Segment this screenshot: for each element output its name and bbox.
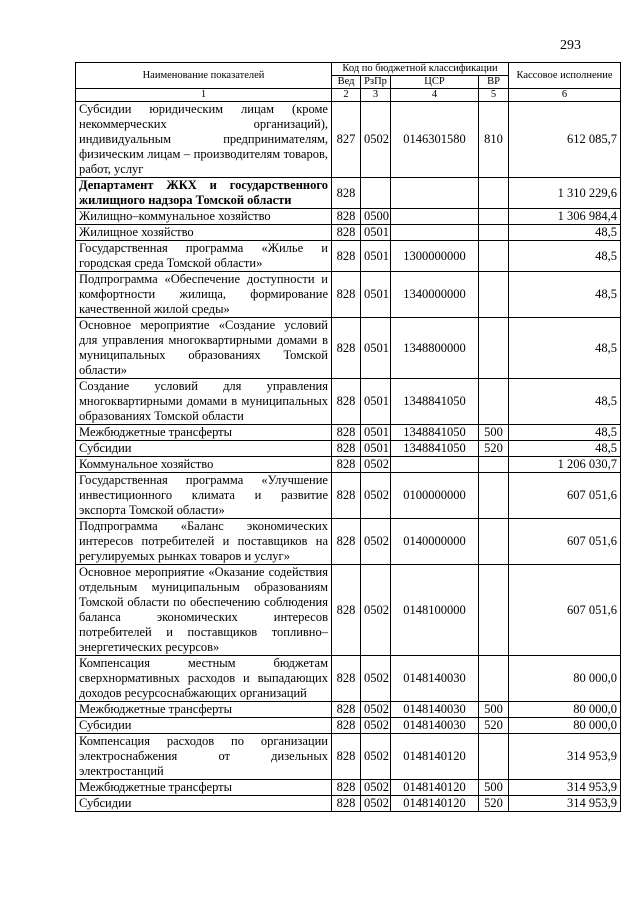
row-vr: [479, 241, 509, 272]
table-row: [76, 178, 621, 209]
row-csr: 1300000000: [391, 241, 479, 272]
table-row: [76, 457, 621, 473]
header-ved: Вед: [332, 76, 361, 89]
row-csr: 0148140120: [391, 796, 479, 812]
row-vr: 500: [479, 425, 509, 441]
row-name: Государственная программа «Жилье и городская среда Томской области»: [76, 241, 332, 272]
row-amount: 607 051,6: [509, 519, 621, 565]
row-ved: 828: [332, 796, 361, 812]
row-vr: [479, 272, 509, 318]
row-rzpr: 0502: [361, 519, 391, 565]
row-csr: 0148100000: [391, 565, 479, 656]
row-rzpr: 0500: [361, 209, 391, 225]
row-ved: 828: [332, 565, 361, 656]
row-ved: 828: [332, 656, 361, 702]
row-amount: 48,5: [509, 318, 621, 379]
row-csr: 0148140030: [391, 718, 479, 734]
row-csr: [391, 178, 479, 209]
row-amount: 607 051,6: [509, 473, 621, 519]
table-row: [76, 734, 621, 780]
row-csr: 0100000000: [391, 473, 479, 519]
row-ved: 828: [332, 473, 361, 519]
row-amount: 80 000,0: [509, 702, 621, 718]
row-csr: 1340000000: [391, 272, 479, 318]
row-name: Жилищное хозяйство: [76, 225, 332, 241]
column-number: 6: [509, 89, 621, 102]
budget-table: [75, 62, 621, 812]
row-amount: 314 953,9: [509, 796, 621, 812]
row-csr: 1348841050: [391, 379, 479, 425]
row-ved: 828: [332, 272, 361, 318]
row-rzpr: 0501: [361, 225, 391, 241]
row-amount: 48,5: [509, 272, 621, 318]
row-csr: [391, 209, 479, 225]
table-row: [76, 519, 621, 565]
row-vr: [479, 473, 509, 519]
row-name: Межбюджетные трансферты: [76, 780, 332, 796]
column-number: 4: [391, 89, 479, 102]
table-row: [76, 473, 621, 519]
table-row: [76, 565, 621, 656]
column-number: 3: [361, 89, 391, 102]
row-csr: 1348800000: [391, 318, 479, 379]
row-ved: 827: [332, 102, 361, 178]
row-rzpr: 0502: [361, 457, 391, 473]
row-rzpr: 0501: [361, 379, 391, 425]
row-rzpr: 0502: [361, 102, 391, 178]
row-ved: 828: [332, 178, 361, 209]
row-rzpr: 0502: [361, 702, 391, 718]
table-row: [76, 272, 621, 318]
row-amount: 607 051,6: [509, 565, 621, 656]
row-csr: 0146301580: [391, 102, 479, 178]
row-ved: 828: [332, 379, 361, 425]
row-vr: [479, 379, 509, 425]
row-name: Субсидии: [76, 796, 332, 812]
row-amount: 48,5: [509, 225, 621, 241]
row-amount: 80 000,0: [509, 656, 621, 702]
table-row: [76, 425, 621, 441]
row-ved: 828: [332, 457, 361, 473]
row-rzpr: 0501: [361, 272, 391, 318]
row-name: Компенсация местным бюджетам сверхнормативных расходов и выпадающих доходов ресурсоснабжающих организаций: [76, 656, 332, 702]
row-vr: [479, 457, 509, 473]
row-name: Субсидии: [76, 718, 332, 734]
row-csr: 1348841050: [391, 425, 479, 441]
row-amount: 1 306 984,4: [509, 209, 621, 225]
row-name: Компенсация расходов по организации электроснабжения от дизельных электростанций: [76, 734, 332, 780]
row-name: Субсидии юридическим лицам (кроме некоммерческих организаций), индивидуальным предпринимателям, физическим лицам – производителям товаров, работ, услуг: [76, 102, 332, 178]
row-vr: [479, 519, 509, 565]
row-amount: 314 953,9: [509, 780, 621, 796]
header-execution: Кассовое исполнение: [509, 63, 621, 89]
table-row: [76, 225, 621, 241]
table-row: [76, 102, 621, 178]
row-name: Межбюджетные трансферты: [76, 702, 332, 718]
row-csr: 0148140030: [391, 702, 479, 718]
row-ved: 828: [332, 209, 361, 225]
row-name: Основное мероприятие «Оказание содействия отдельным муниципальным образованиям Томской области по обеспечению соблюдения баланса экономических интересов потребителей и поставщиков топливно–энергетических ресурсов»: [76, 565, 332, 656]
table-row: [76, 318, 621, 379]
table-row: [76, 796, 621, 812]
row-vr: 810: [479, 102, 509, 178]
row-name: Государственная программа «Улучшение инвестиционного климата и развитие экспорта Томской области»: [76, 473, 332, 519]
row-rzpr: 0501: [361, 241, 391, 272]
row-rzpr: 0501: [361, 441, 391, 457]
row-vr: [479, 565, 509, 656]
row-name: Жилищно–коммунальное хозяйство: [76, 209, 332, 225]
row-amount: 612 085,7: [509, 102, 621, 178]
table-row: [76, 702, 621, 718]
row-vr: 520: [479, 441, 509, 457]
row-ved: 828: [332, 318, 361, 379]
row-name: Основное мероприятие «Создание условий для управления многоквартирными домами в муниципальных образованиях Томской области»: [76, 318, 332, 379]
header-rzpr: РзПр: [361, 76, 391, 89]
row-csr: [391, 225, 479, 241]
column-number: 1: [76, 89, 332, 102]
table-body: [76, 102, 621, 812]
row-name: Подпрограмма «Обеспечение доступности и комфортности жилища, формирование качественной жилой среды»: [76, 272, 332, 318]
row-amount: 314 953,9: [509, 734, 621, 780]
row-csr: 0148140120: [391, 780, 479, 796]
page-number: 293: [560, 38, 581, 53]
table-row: [76, 209, 621, 225]
row-vr: 520: [479, 796, 509, 812]
row-csr: 1348841050: [391, 441, 479, 457]
row-rzpr: 0502: [361, 656, 391, 702]
row-vr: 500: [479, 780, 509, 796]
row-rzpr: 0502: [361, 565, 391, 656]
row-csr: [391, 457, 479, 473]
table-row: [76, 656, 621, 702]
row-name: Субсидии: [76, 441, 332, 457]
table-row: [76, 379, 621, 425]
row-vr: [479, 178, 509, 209]
table-row: [76, 718, 621, 734]
row-vr: [479, 734, 509, 780]
row-vr: 520: [479, 718, 509, 734]
row-name: Межбюджетные трансферты: [76, 425, 332, 441]
row-name: Департамент ЖКХ и государственного жилищного надзора Томской области: [76, 178, 332, 209]
row-rzpr: 0501: [361, 318, 391, 379]
row-amount: 48,5: [509, 425, 621, 441]
row-vr: 500: [479, 702, 509, 718]
table-row: [76, 241, 621, 272]
row-ved: 828: [332, 734, 361, 780]
row-ved: 828: [332, 702, 361, 718]
row-rzpr: 0502: [361, 473, 391, 519]
row-csr: 0140000000: [391, 519, 479, 565]
row-rzpr: 0501: [361, 425, 391, 441]
row-rzpr: 0502: [361, 718, 391, 734]
row-name: Создание условий для управления многоквартирными домами в муниципальных образованиях Томской области: [76, 379, 332, 425]
table-row: [76, 780, 621, 796]
row-vr: [479, 209, 509, 225]
row-amount: 80 000,0: [509, 718, 621, 734]
row-vr: [479, 656, 509, 702]
row-rzpr: 0502: [361, 780, 391, 796]
row-ved: 828: [332, 225, 361, 241]
row-amount: 1 206 030,7: [509, 457, 621, 473]
table-row: [76, 441, 621, 457]
header-name: Наименование показателей: [76, 63, 332, 89]
row-csr: 0148140030: [391, 656, 479, 702]
column-number: 5: [479, 89, 509, 102]
header-code-group: Код по бюджетной классификации: [332, 63, 509, 76]
header-csr: ЦСР: [391, 76, 479, 89]
row-ved: 828: [332, 425, 361, 441]
row-vr: [479, 225, 509, 241]
header-row-1: [76, 63, 621, 76]
header-vr: ВР: [479, 76, 509, 89]
row-amount: 1 310 229,6: [509, 178, 621, 209]
row-csr: 0148140120: [391, 734, 479, 780]
row-ved: 828: [332, 441, 361, 457]
column-number: 2: [332, 89, 361, 102]
row-ved: 828: [332, 519, 361, 565]
row-name: Подпрограмма «Баланс экономических интересов потребителей и поставщиков на регулируемых рынках товаров и услуг»: [76, 519, 332, 565]
row-vr: [479, 318, 509, 379]
row-amount: 48,5: [509, 241, 621, 272]
row-rzpr: 0502: [361, 734, 391, 780]
row-amount: 48,5: [509, 441, 621, 457]
row-ved: 828: [332, 241, 361, 272]
column-number-row: [76, 89, 621, 102]
row-amount: 48,5: [509, 379, 621, 425]
row-name: Коммунальное хозяйство: [76, 457, 332, 473]
row-rzpr: 0502: [361, 796, 391, 812]
row-ved: 828: [332, 718, 361, 734]
row-ved: 828: [332, 780, 361, 796]
row-rzpr: [361, 178, 391, 209]
